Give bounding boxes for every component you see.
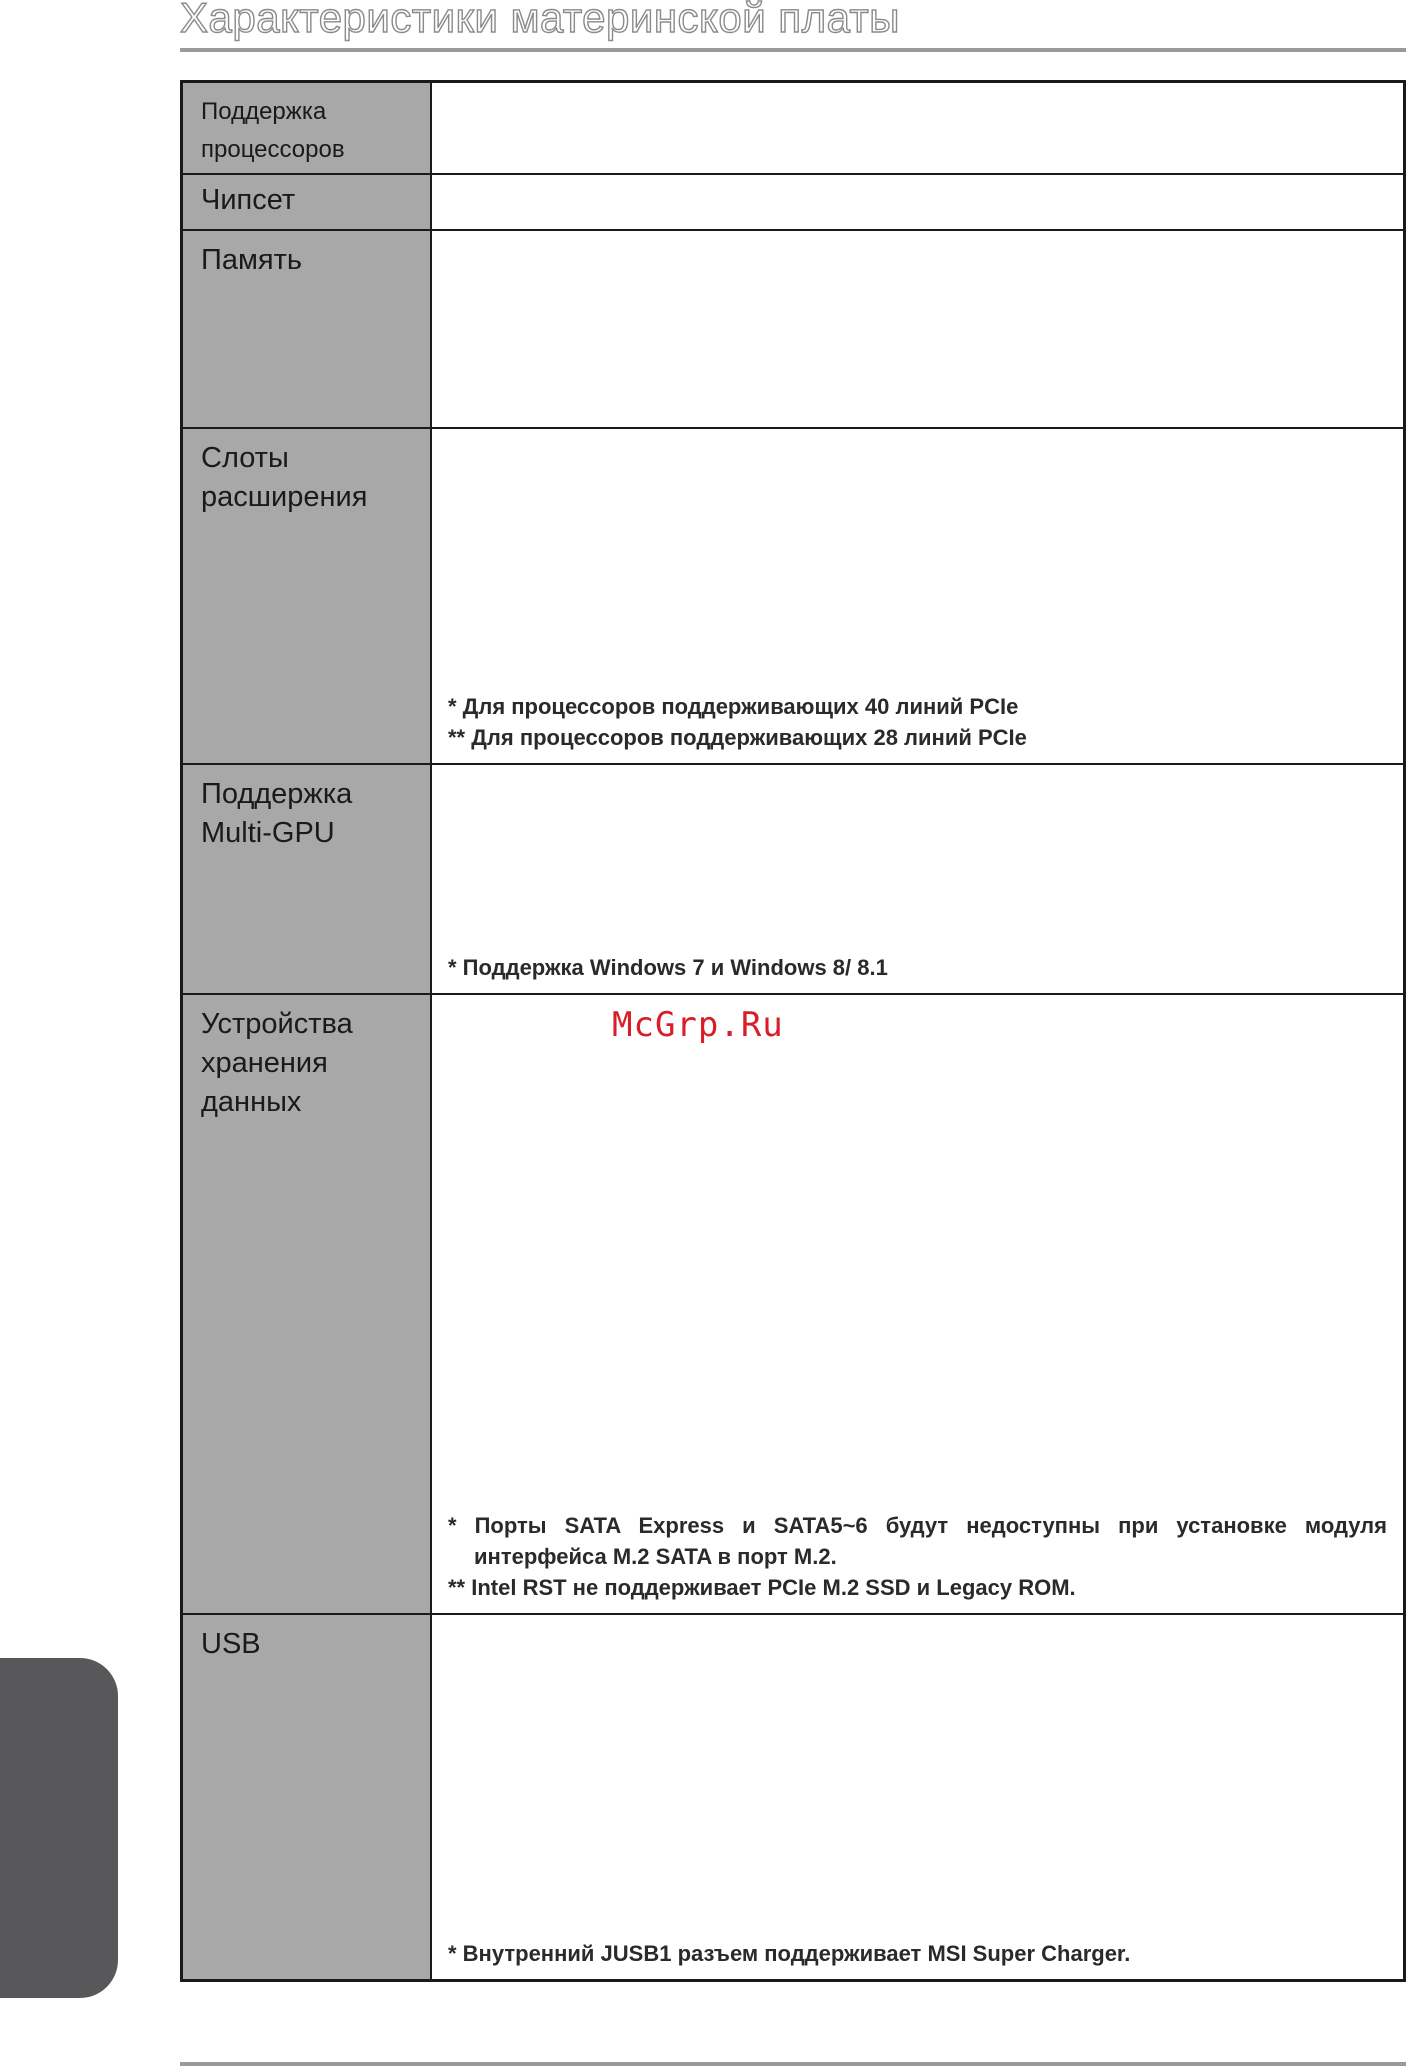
spec-row-memory: [183, 231, 1403, 429]
page-title: Характеристики материнской платы: [180, 0, 900, 41]
spec-label-expansion: Слоты расширения: [183, 429, 432, 763]
spec-value-memory: [432, 231, 1403, 427]
spec-label-storage: Устройства хранения данных: [183, 995, 432, 1613]
spec-label-memory: Память: [183, 231, 432, 427]
spec-label-usb: USB: [183, 1615, 432, 1979]
spec-label-multigpu: Поддержка Multi-GPU: [183, 765, 432, 993]
spec-value-expansion: [432, 429, 1403, 763]
specs-table: [180, 80, 1406, 1982]
note-expansion-1: * Для процессоров поддерживающих 40 линий PCIe: [448, 694, 1019, 719]
bottom-rule: [180, 2062, 1406, 2066]
watermark: McGrp.Ru: [612, 1005, 784, 1045]
spec-label-cpu: Поддержка процессоров: [183, 83, 432, 173]
spec-value-cpu: [432, 83, 1403, 173]
note-expansion-2: ** Для процессоров поддерживающих 28 линий PCIe: [448, 725, 1027, 750]
spec-label-chipset: Чипсет: [183, 175, 432, 229]
note-multigpu-1: * Поддержка Windows 7 и Windows 8/ 8.1: [448, 955, 888, 980]
spec-row-multigpu: [183, 765, 1403, 995]
note-storage-1: * Порты SATA Express и SATA5~6 будут недоступны при установке модуля интерфейса M.2 SATA в порт M.2.: [448, 1513, 1387, 1569]
spec-row-expansion: [183, 429, 1403, 765]
spec-row-usb: [183, 1615, 1403, 1979]
spec-row-chipset: [183, 175, 1403, 231]
spec-value-storage: [432, 995, 1403, 1613]
note-storage-2: ** Intel RST не поддерживает PCIe M.2 SSD и Legacy ROM.: [448, 1575, 1076, 1600]
spec-value-multigpu: [432, 765, 1403, 993]
spec-value-chipset: [432, 175, 1403, 229]
note-usb-1: * Внутренний JUSB1 разъем поддерживает MSI Super Charger.: [448, 1941, 1131, 1966]
side-tab: [0, 1658, 118, 1998]
spec-row-cpu: [183, 83, 1403, 175]
spec-value-usb: [432, 1615, 1403, 1979]
spec-row-storage: [183, 995, 1403, 1615]
title-rule: [180, 48, 1406, 52]
